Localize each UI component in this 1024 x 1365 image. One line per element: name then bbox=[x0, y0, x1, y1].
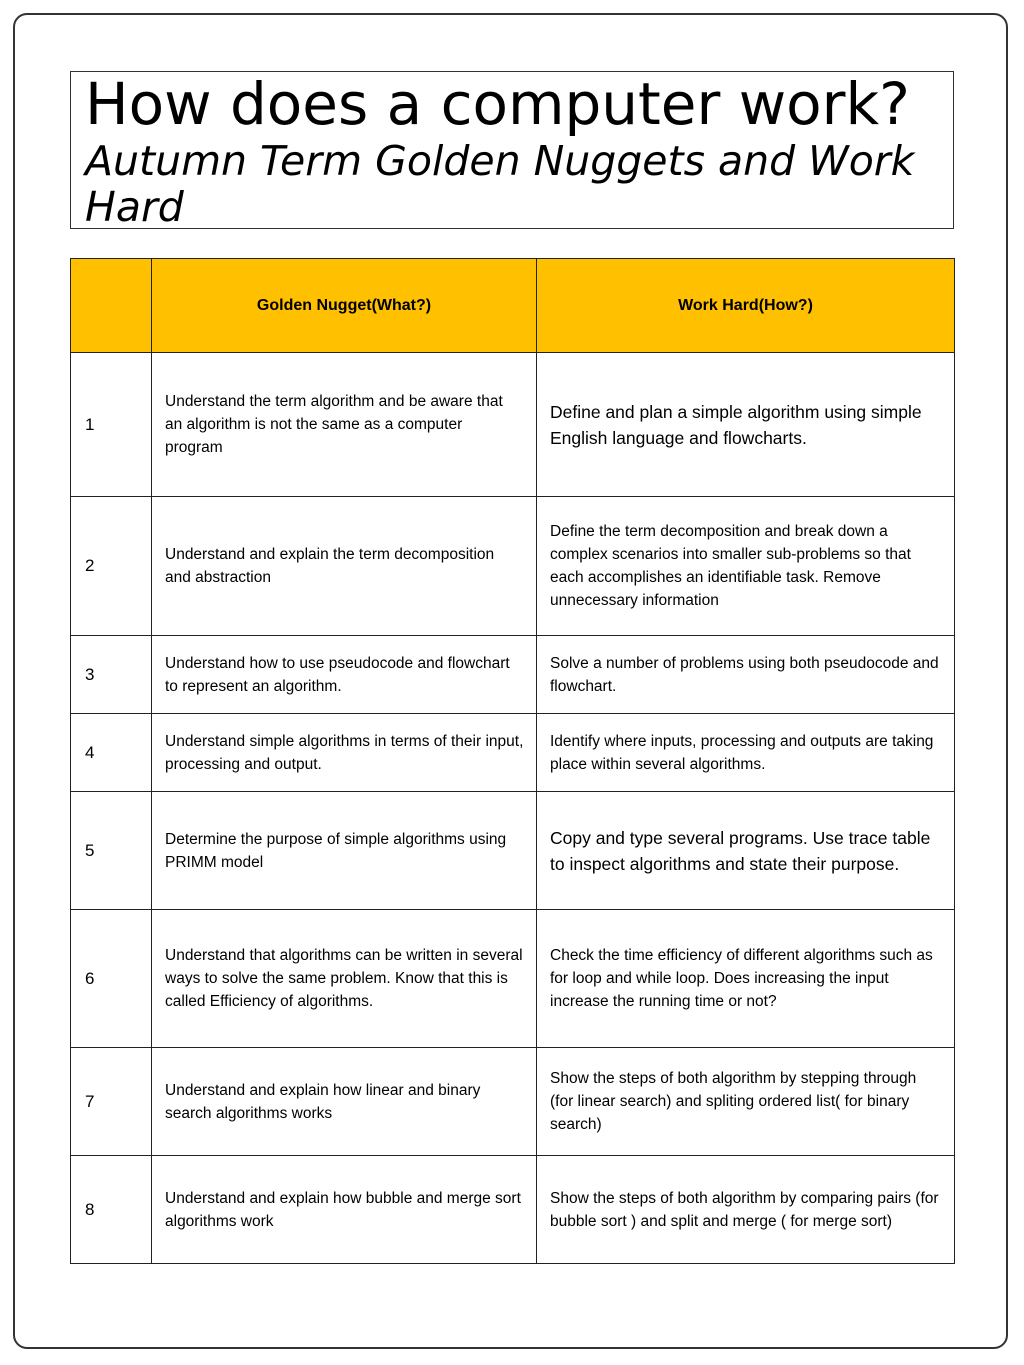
work-hard-cell: Identify where inputs, processing and outputs are taking place within several algorithms. bbox=[537, 714, 955, 792]
table-row bbox=[71, 1048, 955, 1156]
row-number: 7 bbox=[71, 1048, 152, 1156]
golden-nugget-cell: Understand that algorithms can be written in several ways to solve the same problem. Know that this is called Efficiency of algorithms. bbox=[152, 910, 537, 1048]
table-row bbox=[71, 792, 955, 910]
golden-nugget-cell: Understand the term algorithm and be aware that an algorithm is not the same as a computer program bbox=[152, 353, 537, 497]
nuggets-table bbox=[70, 258, 955, 1264]
golden-nugget-cell: Determine the purpose of simple algorithms using PRIMM model bbox=[152, 792, 537, 910]
table-row bbox=[71, 1156, 955, 1264]
table-row bbox=[71, 910, 955, 1048]
table-row bbox=[71, 497, 955, 636]
work-hard-cell: Copy and type several programs. Use trace table to inspect algorithms and state their purpose. bbox=[537, 792, 955, 910]
row-number: 4 bbox=[71, 714, 152, 792]
golden-nugget-cell: Understand how to use pseudocode and flowchart to represent an algorithm. bbox=[152, 636, 537, 714]
header-number bbox=[71, 259, 152, 353]
title-box bbox=[70, 71, 954, 229]
work-hard-cell: Show the steps of both algorithm by comparing pairs (for bubble sort ) and split and merge ( for merge sort) bbox=[537, 1156, 955, 1264]
work-hard-cell: Define the term decomposition and break down a complex scenarios into smaller sub-problems so that each accomplishes an identifiable task. Remove unnecessary information bbox=[537, 497, 955, 636]
table-row bbox=[71, 714, 955, 792]
golden-nugget-cell: Understand and explain the term decomposition and abstraction bbox=[152, 497, 537, 636]
page-subtitle: Autumn Term Golden Nuggets and Work Hard bbox=[85, 137, 915, 229]
header-work-hard: Work Hard(How?) bbox=[537, 259, 955, 353]
row-number: 2 bbox=[71, 497, 152, 636]
work-hard-cell: Define and plan a simple algorithm using simple English language and flowcharts. bbox=[537, 353, 955, 497]
row-number: 1 bbox=[71, 353, 152, 497]
work-hard-cell: Solve a number of problems using both pseudocode and flowchart. bbox=[537, 636, 955, 714]
row-number: 8 bbox=[71, 1156, 152, 1264]
header-golden-nugget: Golden Nugget(What?) bbox=[152, 259, 537, 353]
table-header-row bbox=[71, 259, 955, 353]
row-number: 3 bbox=[71, 636, 152, 714]
row-number: 6 bbox=[71, 910, 152, 1048]
work-hard-cell: Show the steps of both algorithm by stepping through (for linear search) and spliting ordered list( for binary search) bbox=[537, 1048, 955, 1156]
page-title: How does a computer work? bbox=[85, 71, 910, 138]
work-hard-cell: Check the time efficiency of different algorithms such as for loop and while loop. Does increasing the input increase the running time or not? bbox=[537, 910, 955, 1048]
table-row bbox=[71, 353, 955, 497]
row-number: 5 bbox=[71, 792, 152, 910]
golden-nugget-cell: Understand and explain how bubble and merge sort algorithms work bbox=[152, 1156, 537, 1264]
golden-nugget-cell: Understand simple algorithms in terms of their input, processing and output. bbox=[152, 714, 537, 792]
table-row bbox=[71, 636, 955, 714]
golden-nugget-cell: Understand and explain how linear and binary search algorithms works bbox=[152, 1048, 537, 1156]
